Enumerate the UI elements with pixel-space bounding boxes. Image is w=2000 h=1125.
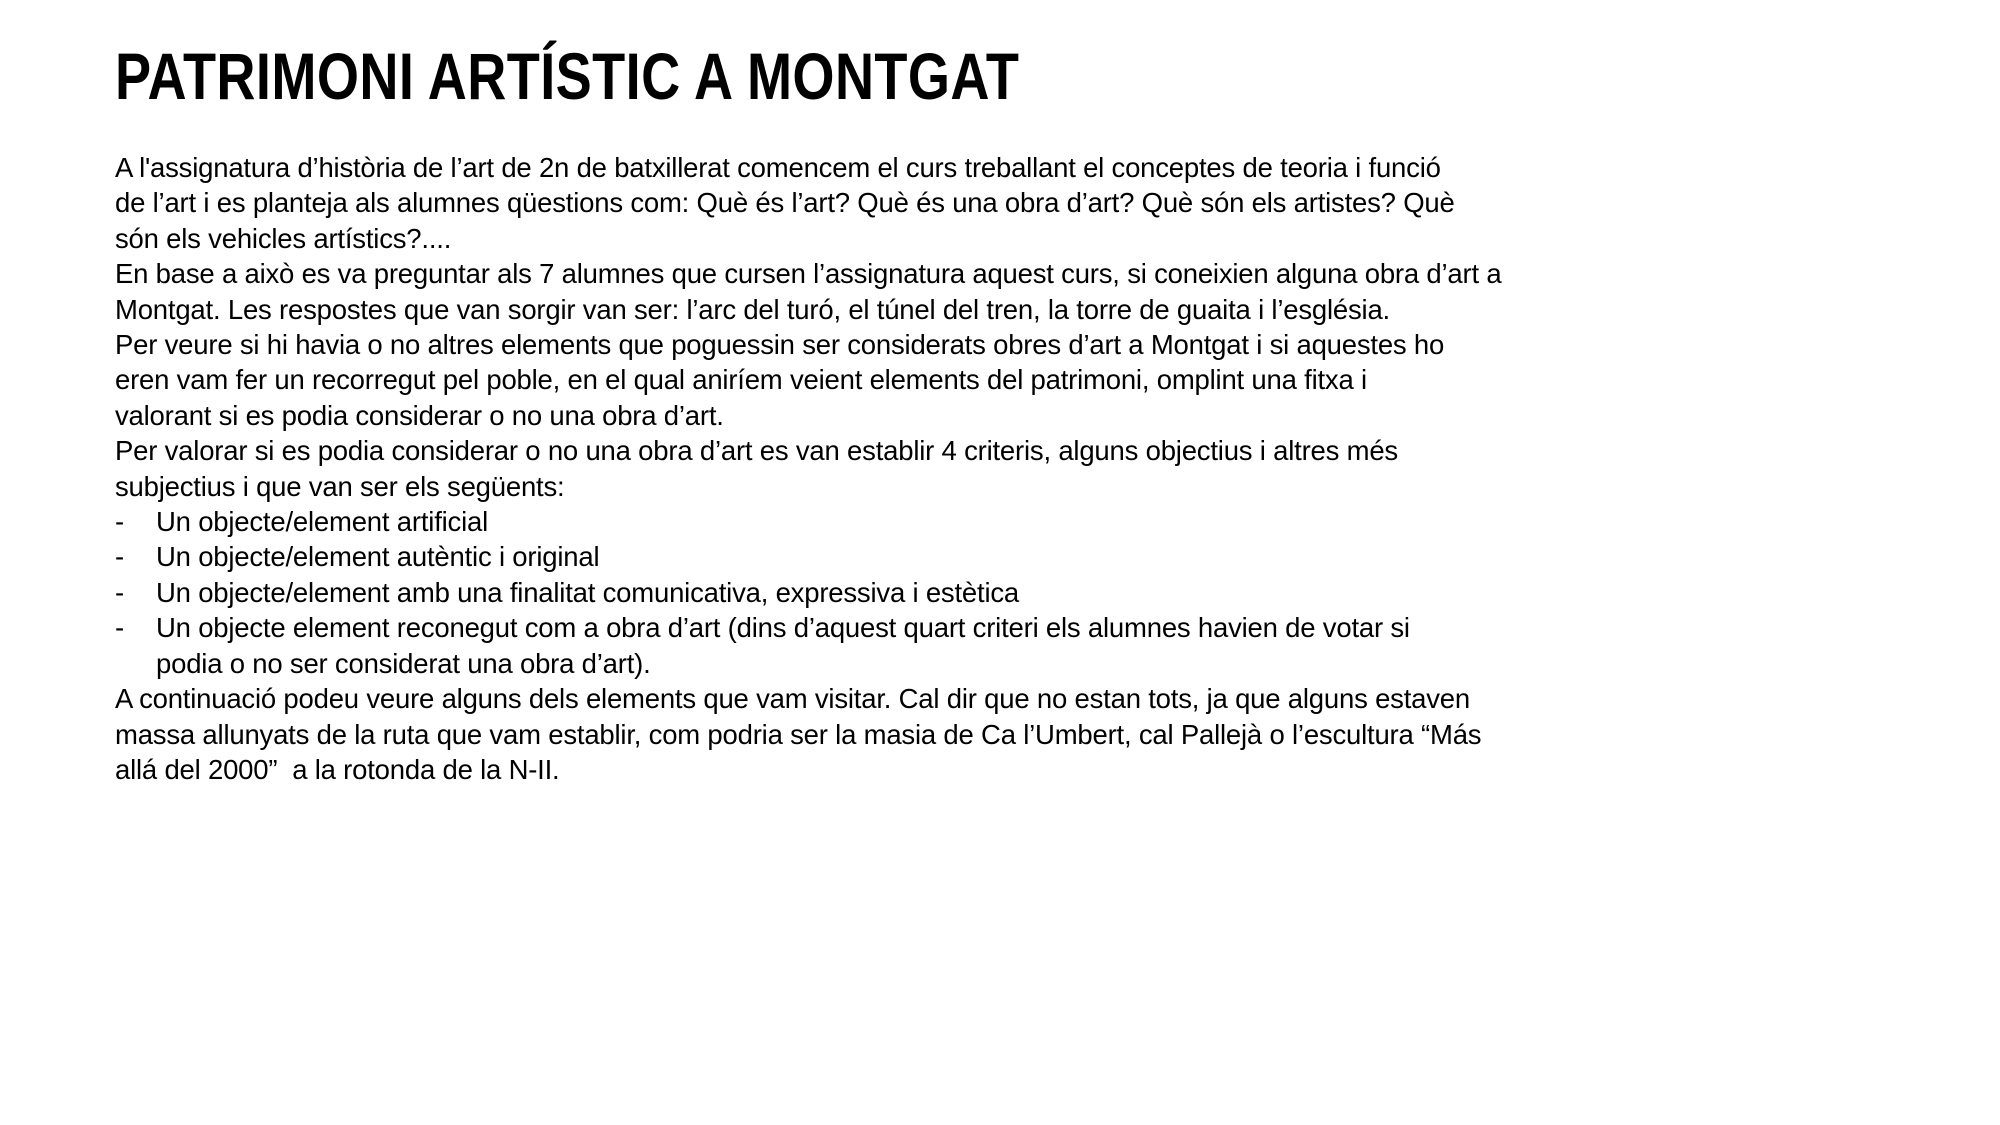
text-line: A continuació podeu veure alguns dels elements que vam visitar. Cal dir que no estan tots, ja que alguns estaven: [115, 683, 1470, 715]
text-line: valorant si es podia considerar o no una obra d’art.: [115, 399, 724, 431]
text-line: [115, 610, 1915, 645]
text-line: són els vehicles artístics?....: [115, 222, 452, 254]
text-line: eren vam fer un recorregut pel poble, en el qual aniríem veient elements del patrimoni, omplint una fitxa i: [115, 364, 1367, 396]
bullet-marker: -: [115, 541, 124, 573]
text-line-content: Un objecte/element autèntic i original: [156, 541, 600, 573]
text-line: massa allunyats de la ruta que vam establir, com podria ser la masia de Ca l’Umbert, cal Pallejà o l’escultura “Más: [115, 718, 1482, 750]
text-line-content: Un objecte element reconegut com a obra d’art (dins d’aquest quart criteri els alumnes havien de votar si: [156, 612, 1410, 644]
text-line: En base a això es va preguntar als 7 alumnes que cursen l’assignatura aquest curs, si coneixien alguna obra d’art a: [115, 258, 1502, 290]
text-line: [115, 539, 1915, 574]
text-line: [115, 504, 1915, 539]
bullet-marker: -: [115, 506, 124, 538]
bullet-marker: -: [115, 612, 124, 644]
text-line: Per veure si hi havia o no altres elements que poguessin ser considerats obres d’art a Montgat i si aquestes ho: [115, 329, 1445, 361]
text-line: podia o no ser considerat una obra d’art).: [156, 647, 651, 679]
text-line: A l'assignatura d’història de l’art de 2n de batxillerat comencem el curs treballant el conceptes de teoria i funció: [115, 152, 1441, 183]
text-line: allá del 2000” a la rotonda de la N-II.: [115, 753, 560, 785]
text-line: [115, 575, 1915, 610]
bullet-marker: -: [115, 576, 124, 608]
text-line-content: Un objecte/element amb una finalitat comunicativa, expressiva i estètica: [156, 576, 1019, 608]
page-title: PATRIMONI ARTÍSTIC A MONTGAT: [115, 39, 1020, 113]
text-line: de l’art i es planteja als alumnes qüestions com: Què és l’art? Què és una obra d’art? Què són els artistes? Què: [115, 187, 1455, 219]
text-line-content: Un objecte/element artificial: [156, 506, 489, 538]
body-text: [115, 150, 1915, 787]
text-line: Per valorar si es podia considerar o no una obra d’art es van establir 4 criteris, alguns objectius i altres més: [115, 435, 1398, 467]
text-line: Montgat. Les respostes que van sorgir van ser: l’arc del turó, el túnel del tren, la torre de guaita i l’església.: [115, 293, 1390, 325]
text-line: subjectius i que van ser els següents:: [115, 470, 565, 502]
